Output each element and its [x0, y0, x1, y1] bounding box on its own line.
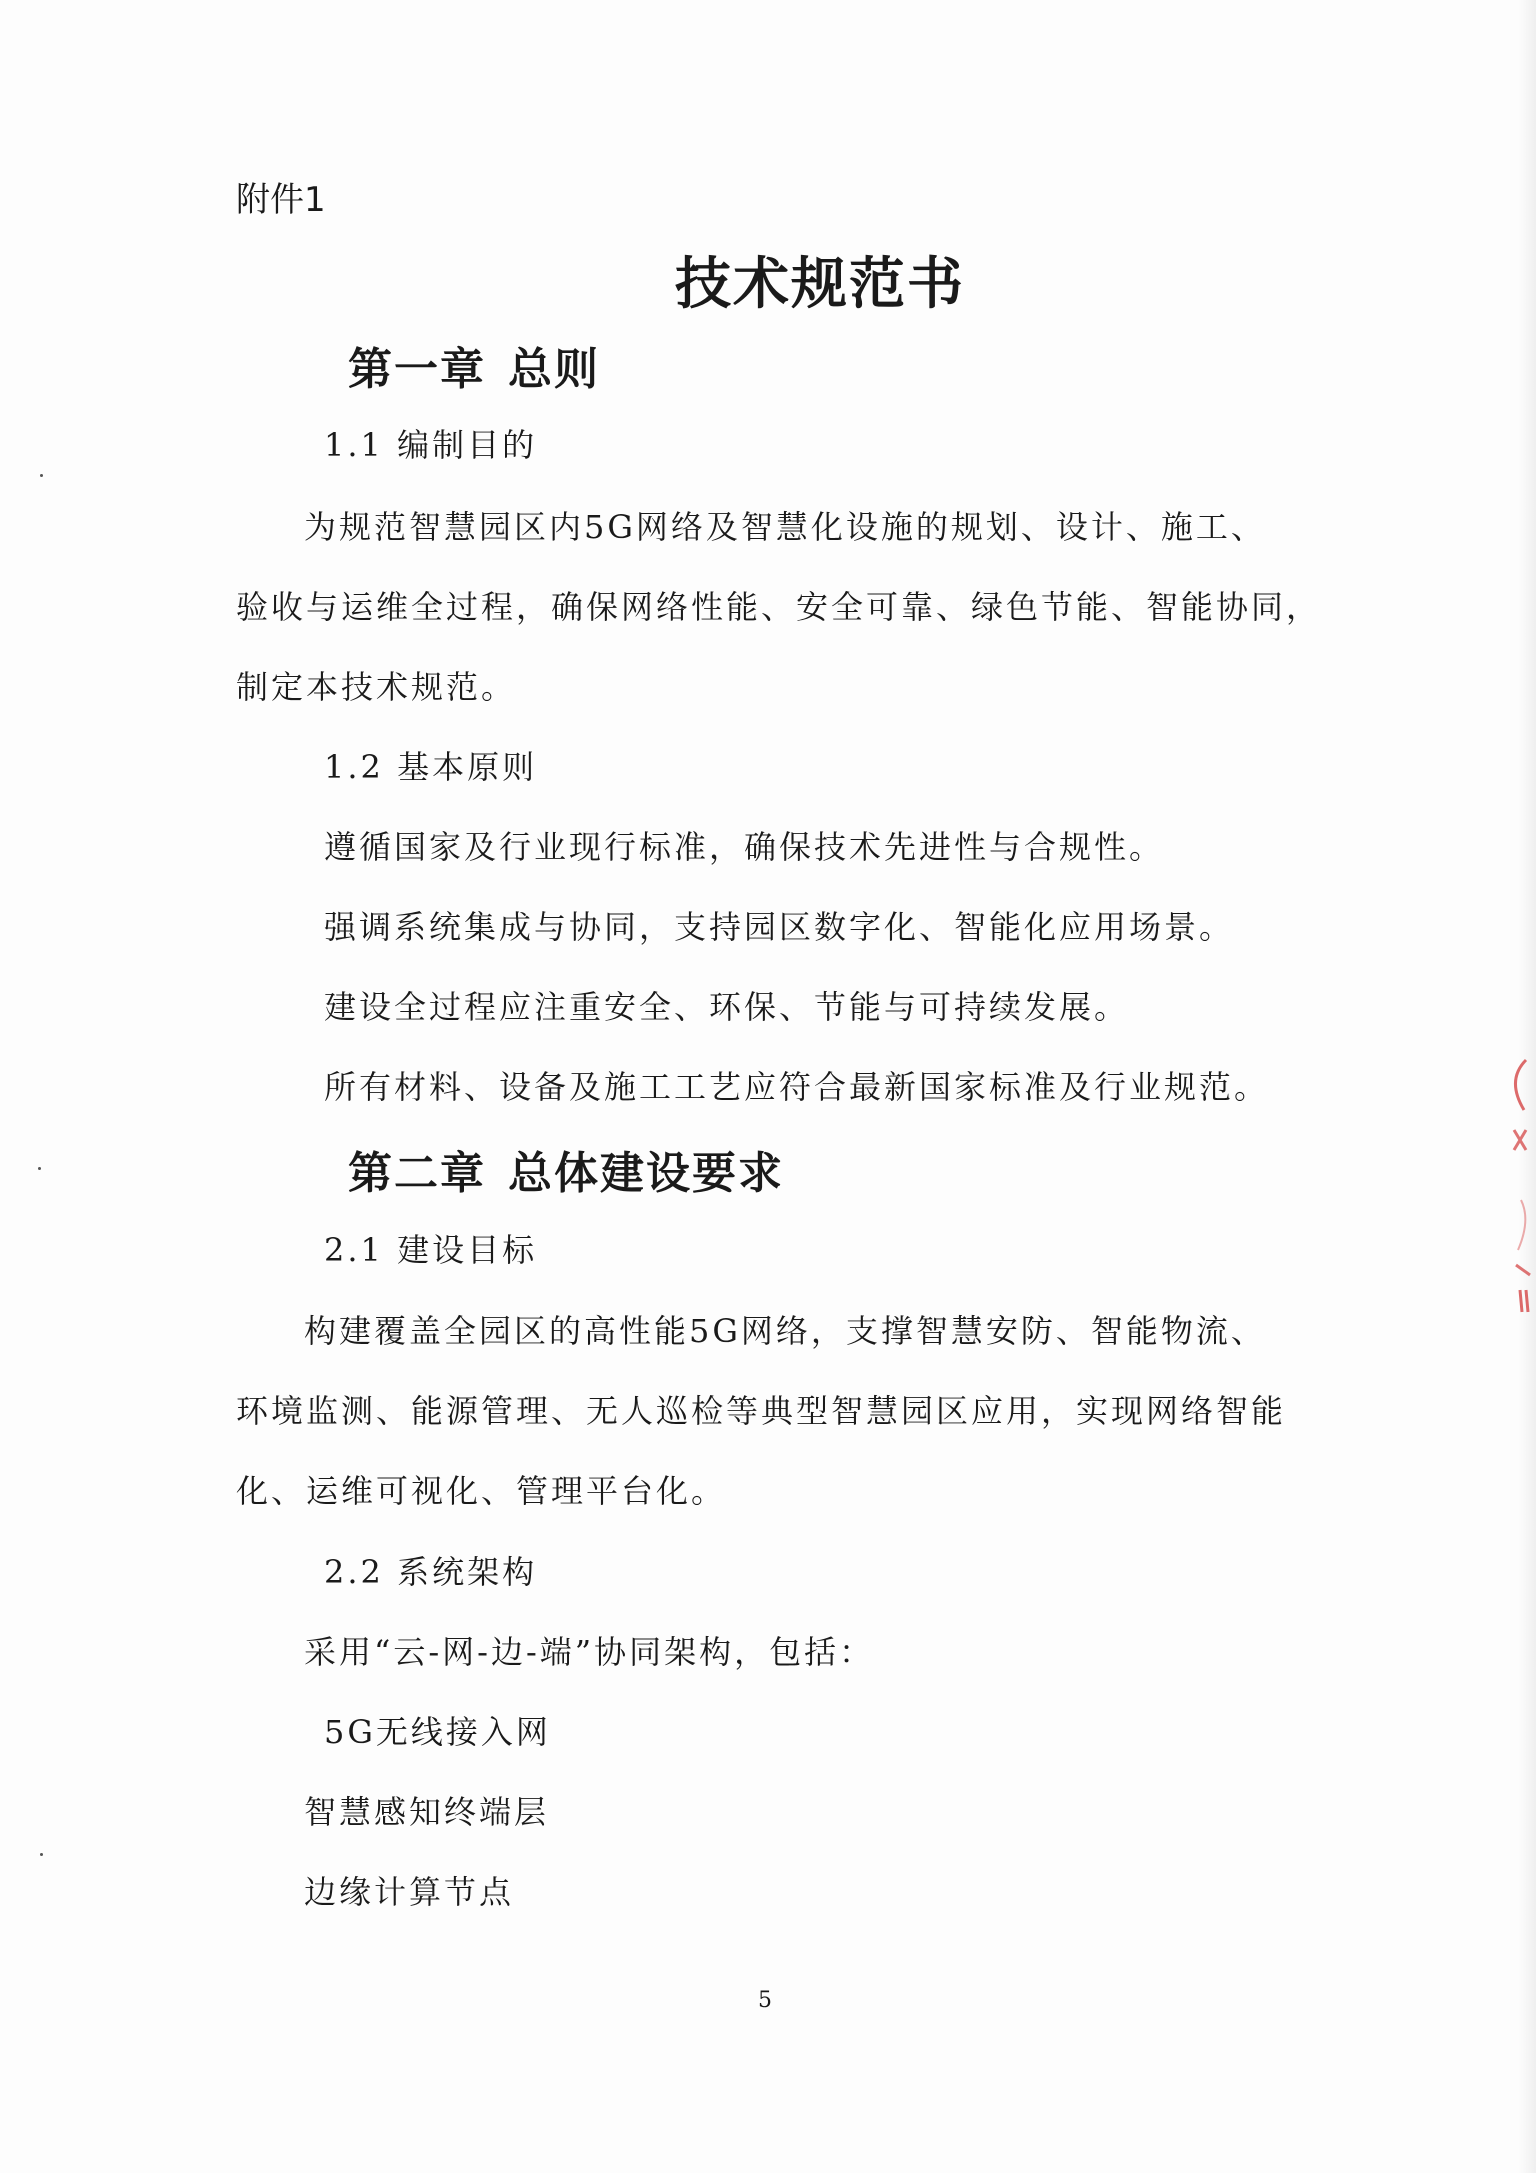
section-2-1-heading: 2.1 建设目标 [324, 1231, 538, 1269]
principle-3: 建设全过程应注重安全、环保、节能与可持续发展。 [324, 988, 1130, 1026]
principle-2: 强调系统集成与协同，支持园区数字化、智能化应用场景。 [324, 908, 1235, 946]
chapter-2-number: 第二章 [348, 1148, 486, 1199]
section-1-1-heading: 1.1 编制目的 [324, 426, 538, 464]
chapter-1-heading [348, 333, 600, 397]
section-1-1-line-2: 验收与运维全过程，确保网络性能、安全可靠、绿色节能、智能协同， [236, 588, 1322, 626]
attachment-label: 附件1 [236, 180, 326, 220]
section-2-1-line-1: 构建覆盖全园区的高性能5G网络，支撑智慧安防、智能物流、 [304, 1312, 1266, 1350]
section-2-1-line-2: 环境监测、能源管理、无人巡检等典型智慧园区应用，实现网络智能 [236, 1392, 1287, 1430]
section-1-1-line-3: 制定本技术规范。 [236, 668, 517, 706]
principle-4: 所有材料、设备及施工工艺应符合最新国家标准及行业规范。 [324, 1068, 1270, 1106]
scan-speck [40, 474, 43, 477]
chapter-1-number: 第一章 [348, 344, 486, 395]
chapter-2-heading [348, 1137, 784, 1201]
chapter-1-title: 总则 [508, 344, 600, 395]
principle-1: 遵循国家及行业现行标准，确保技术先进性与合规性。 [324, 828, 1165, 866]
chapter-2-title: 总体建设要求 [508, 1148, 784, 1199]
section-1-1-line-1: 为规范智慧园区内5G网络及智慧化设施的规划、设计、施工、 [304, 508, 1266, 546]
page-number: 5 [758, 1988, 772, 2013]
section-1-2-heading: 1.2 基本原则 [324, 748, 538, 786]
seal-stamp-fragment [1496, 1050, 1536, 1350]
architecture-item-3: 边缘计算节点 [304, 1873, 515, 1911]
document-title: 技术规范书 [675, 252, 965, 317]
scan-speck [40, 1853, 43, 1856]
scan-speck [38, 1167, 41, 1170]
section-2-1-line-3: 化、运维可视化、管理平台化。 [236, 1472, 727, 1510]
section-2-2-heading: 2.2 系统架构 [324, 1553, 538, 1591]
architecture-item-2: 智慧感知终端层 [304, 1793, 550, 1831]
section-2-2-intro: 采用“云-网-边-端”协同架构，包括： [304, 1633, 875, 1671]
architecture-item-1: 5G无线接入网 [324, 1713, 551, 1751]
